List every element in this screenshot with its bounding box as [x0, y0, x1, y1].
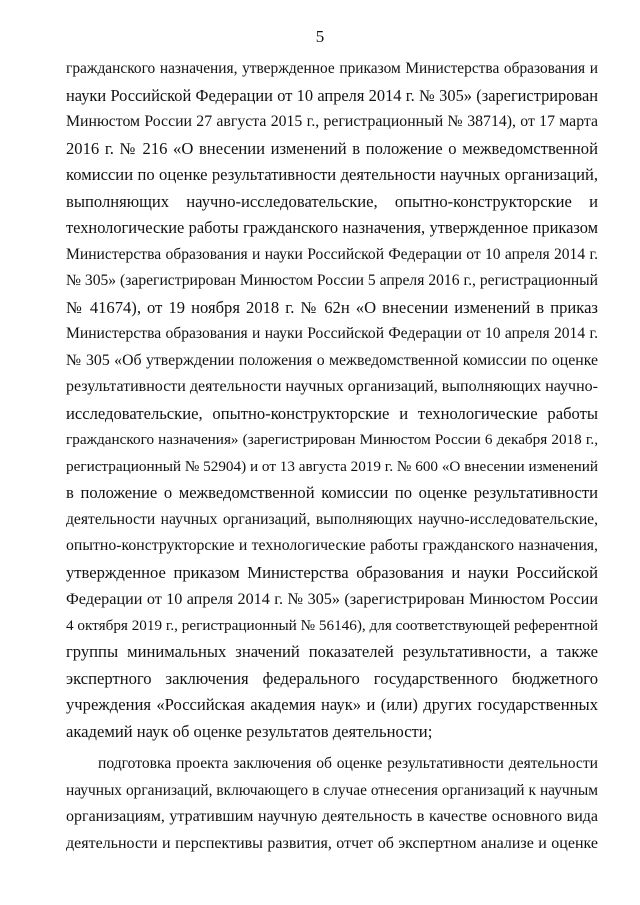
document-body [66, 56, 598, 857]
text-line: 4 октября 2019 г., регистрационный № 56146), для соответствующей референтной [66, 616, 598, 634]
text-line: технологические работы гражданского назначения, утвержденное приказом [66, 218, 598, 237]
text-line: академий наук об оценке результатов деятельности; [66, 721, 433, 741]
text-line: научных организаций, включающего в случае отнесения организаций к научным [66, 781, 598, 799]
text-line: опытно-конструкторские и технологические работы гражданского назначения, [66, 537, 598, 554]
text-line: организациям, утратившим научную деятельность в качестве основного вида [66, 808, 598, 825]
text-line: Минюстом России 27 августа 2015 г., регистрационный № 38714), от 17 марта [66, 113, 598, 130]
text-line: гражданского назначения» (зарегистрирован Минюстом России 6 декабря 2018 г., [66, 431, 598, 448]
text-line: Министерства образования и науки Российской Федерации от 10 апреля 2014 г. [66, 325, 598, 342]
text-line: утвержденное приказом Министерства образования и науки Российской [66, 562, 598, 582]
text-line: экспертного заключения федерального государственного бюджетного [66, 668, 598, 688]
text-line: деятельности научных организаций, выполняющих научно-исследовательские, [66, 510, 598, 528]
text-line: № 41674), от 19 ноября 2018 г. № 62н «О внесении изменений в приказ [66, 297, 598, 317]
page-number: 5 [315, 27, 325, 46]
text-line: группы минимальных значений показателей результативности, а также [66, 642, 598, 661]
text-line: № 305 «Об утверждении положения о межведомственной комиссии по оценке [66, 351, 598, 369]
text-line: Министерства образования и науки Российской Федерации от 10 апреля 2014 г. [66, 245, 598, 263]
text-line: Федерации от 10 апреля 2014 г. № 305» (зарегистрирован Минюстом России [66, 590, 598, 608]
text-line: результативности деятельности научных организаций, выполняющих научно- [66, 378, 598, 395]
text-line: в положение о межведомственной комиссии по оценке результативности [66, 483, 598, 502]
text-line: регистрационный № 52904) и от 13 августа 2019 г. № 600 «О внесении изменений [66, 457, 598, 475]
text-line: деятельности и перспективы развития, отчет об экспертном анализе и оценке [66, 834, 598, 852]
text-line: гражданского назначения, утвержденное приказом Министерства образования и [66, 60, 598, 77]
text-line: учреждения «Российская академия наук» и (или) других государственных [66, 695, 598, 714]
text-line: подготовка проекта заключения об оценке результативности деятельности [98, 755, 598, 772]
text-line: выполняющих научно-исследовательские, опытно-конструкторские и [66, 191, 598, 211]
text-line: 2016 г. № 216 «О внесении изменений в положение о межведомственной [66, 138, 598, 158]
text-line: комиссии по оценке результативности деятельности научных организаций, [66, 165, 598, 184]
text-line: № 305» (зарегистрирован Минюстом России 5 апреля 2016 г., регистрационный [66, 272, 598, 289]
text-line: науки Российской Федерации от 10 апреля 2014 г. № 305» (зарегистрирован [66, 85, 598, 105]
text-line: исследовательские, опытно-конструкторские и технологические работы [66, 403, 598, 423]
